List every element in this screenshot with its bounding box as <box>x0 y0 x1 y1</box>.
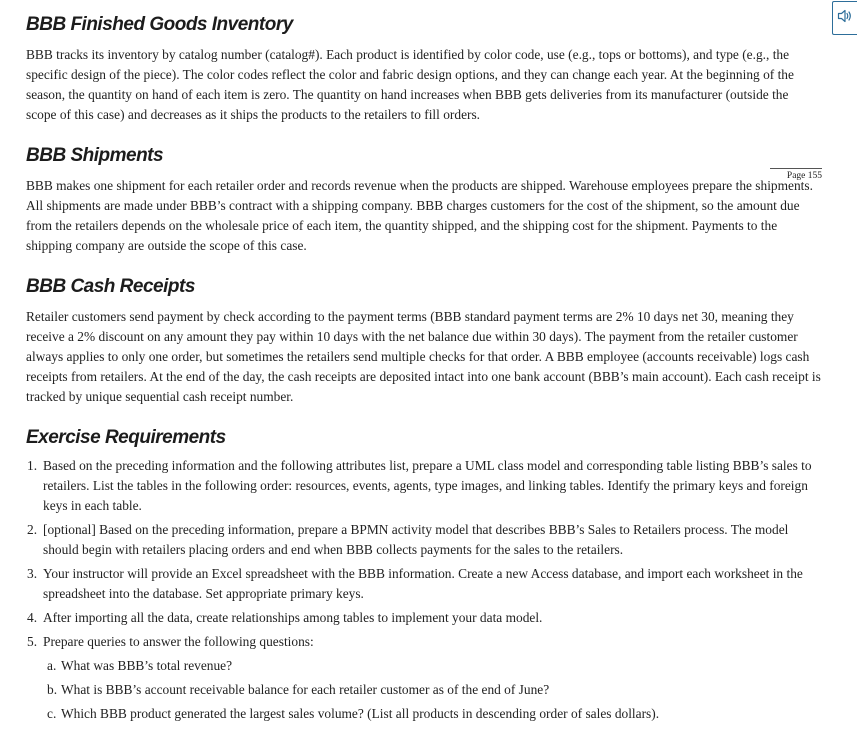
list-item-text: Your instructor will provide an Excel spreadsheet with the BBB information. Create a new Access database, and import each worksheet in the spreadsheet into the database. Set appropriate primary keys. <box>43 566 803 601</box>
sub-list-item <box>47 656 822 676</box>
paragraph-finished-goods: BBB tracks its inventory by catalog number (catalog#). Each product is identified by color code, use (e.g., tops or bottoms), and type (e.g., the specific design of the piece). The color codes reflect the color and fabric design options, and they can change each year. At the beginning of the season, the quantity on hand of each item is zero. The quantity on hand increases when BBB gets deliveries from its manufacturer (outside the scope of this case) and decreases as it ships the products to the retailers to fill orders. <box>26 47 794 122</box>
sub-list-item-letter: c. <box>47 706 57 721</box>
list-item-text: Prepare queries to answer the following questions: <box>43 634 314 649</box>
list-item <box>27 632 822 724</box>
list-item-text: Based on the preceding information and the following attributes list, prepare a UML class model and corresponding table listing BBB’s sales to retailers. List the tables in the following order: resources, events, agents, type images, and linking tables. Identify the primary keys and foreign keys in each table. <box>43 458 812 513</box>
section-title-cash-receipts: BBB Cash Receipts <box>26 276 195 297</box>
document-content <box>26 12 822 728</box>
list-item-number: 5. <box>27 634 38 649</box>
page-number-marker: Page 155 <box>770 168 822 181</box>
list-item <box>27 456 822 516</box>
section-title-shipments: BBB Shipments <box>26 145 164 166</box>
section-title-exercise: Exercise Requirements <box>26 427 226 448</box>
list-item-text: [optional] Based on the preceding information, prepare a BPMN activity model that describes BBB’s Sales to Retailers process. The model should begin with retailers placing orders and end when BBB collects payments for the sales to the retailers. <box>43 522 789 557</box>
list-item <box>27 520 822 560</box>
list-item <box>27 608 822 628</box>
paragraph-shipments: BBB makes one shipment for each retailer order and records revenue when the products are shipped. Warehouse employees prepare the shipments. All shipments are made under BBB’s contract with a shipping company. BBB charges customers for the cost of the shipment, so the amount due from the retailers depends on the wholesale price of each item, the quantity shipped, and the shipping cost for the shipment. Payments to the shipping company are outside the scope of this case. <box>26 178 813 253</box>
section-title-finished-goods: BBB Finished Goods Inventory <box>26 14 293 35</box>
list-item-number: 1. <box>27 458 38 473</box>
sub-list-item-letter: a. <box>47 658 57 673</box>
paragraph-cash-receipts: Retailer customers send payment by check according to the payment terms (BBB standard payment terms are 2% 10 days net 30, meaning they receive a 2% discount on any amount they pay within 10 days with the net balance due within 30 days). The payment from the retailer customer always applies to only one order, but sometimes the retailers send multiple checks for that order. A BBB employee (accounts receivable) logs cash receipts from retailers. At the end of the day, the cash receipts are deposited intact into one bank account (BBB’s main account). Each cash receipt is tracked by unique sequential cash receipt number. <box>26 309 821 404</box>
read-aloud-button[interactable] <box>832 1 857 35</box>
sub-list-item-text: What was BBB’s total revenue? <box>61 658 233 673</box>
list-item <box>27 564 822 604</box>
sub-list-item-text: Which BBB product generated the largest sales volume? (List all products in descending order of sales dollars). <box>61 706 660 721</box>
list-item-number: 3. <box>27 566 38 581</box>
sub-list-item <box>47 704 822 724</box>
sub-list-item <box>47 680 822 700</box>
query-sublist <box>43 656 822 724</box>
list-item-number: 4. <box>27 610 38 625</box>
list-item-text: After importing all the data, create relationships among tables to implement your data model. <box>43 610 543 625</box>
list-item-number: 2. <box>27 522 38 537</box>
exercise-list <box>26 456 822 724</box>
speaker-icon <box>837 9 853 28</box>
sub-list-item-letter: b. <box>47 682 58 697</box>
sub-list-item-text: What is BBB’s account receivable balance for each retailer customer as of the end of June? <box>61 682 550 697</box>
